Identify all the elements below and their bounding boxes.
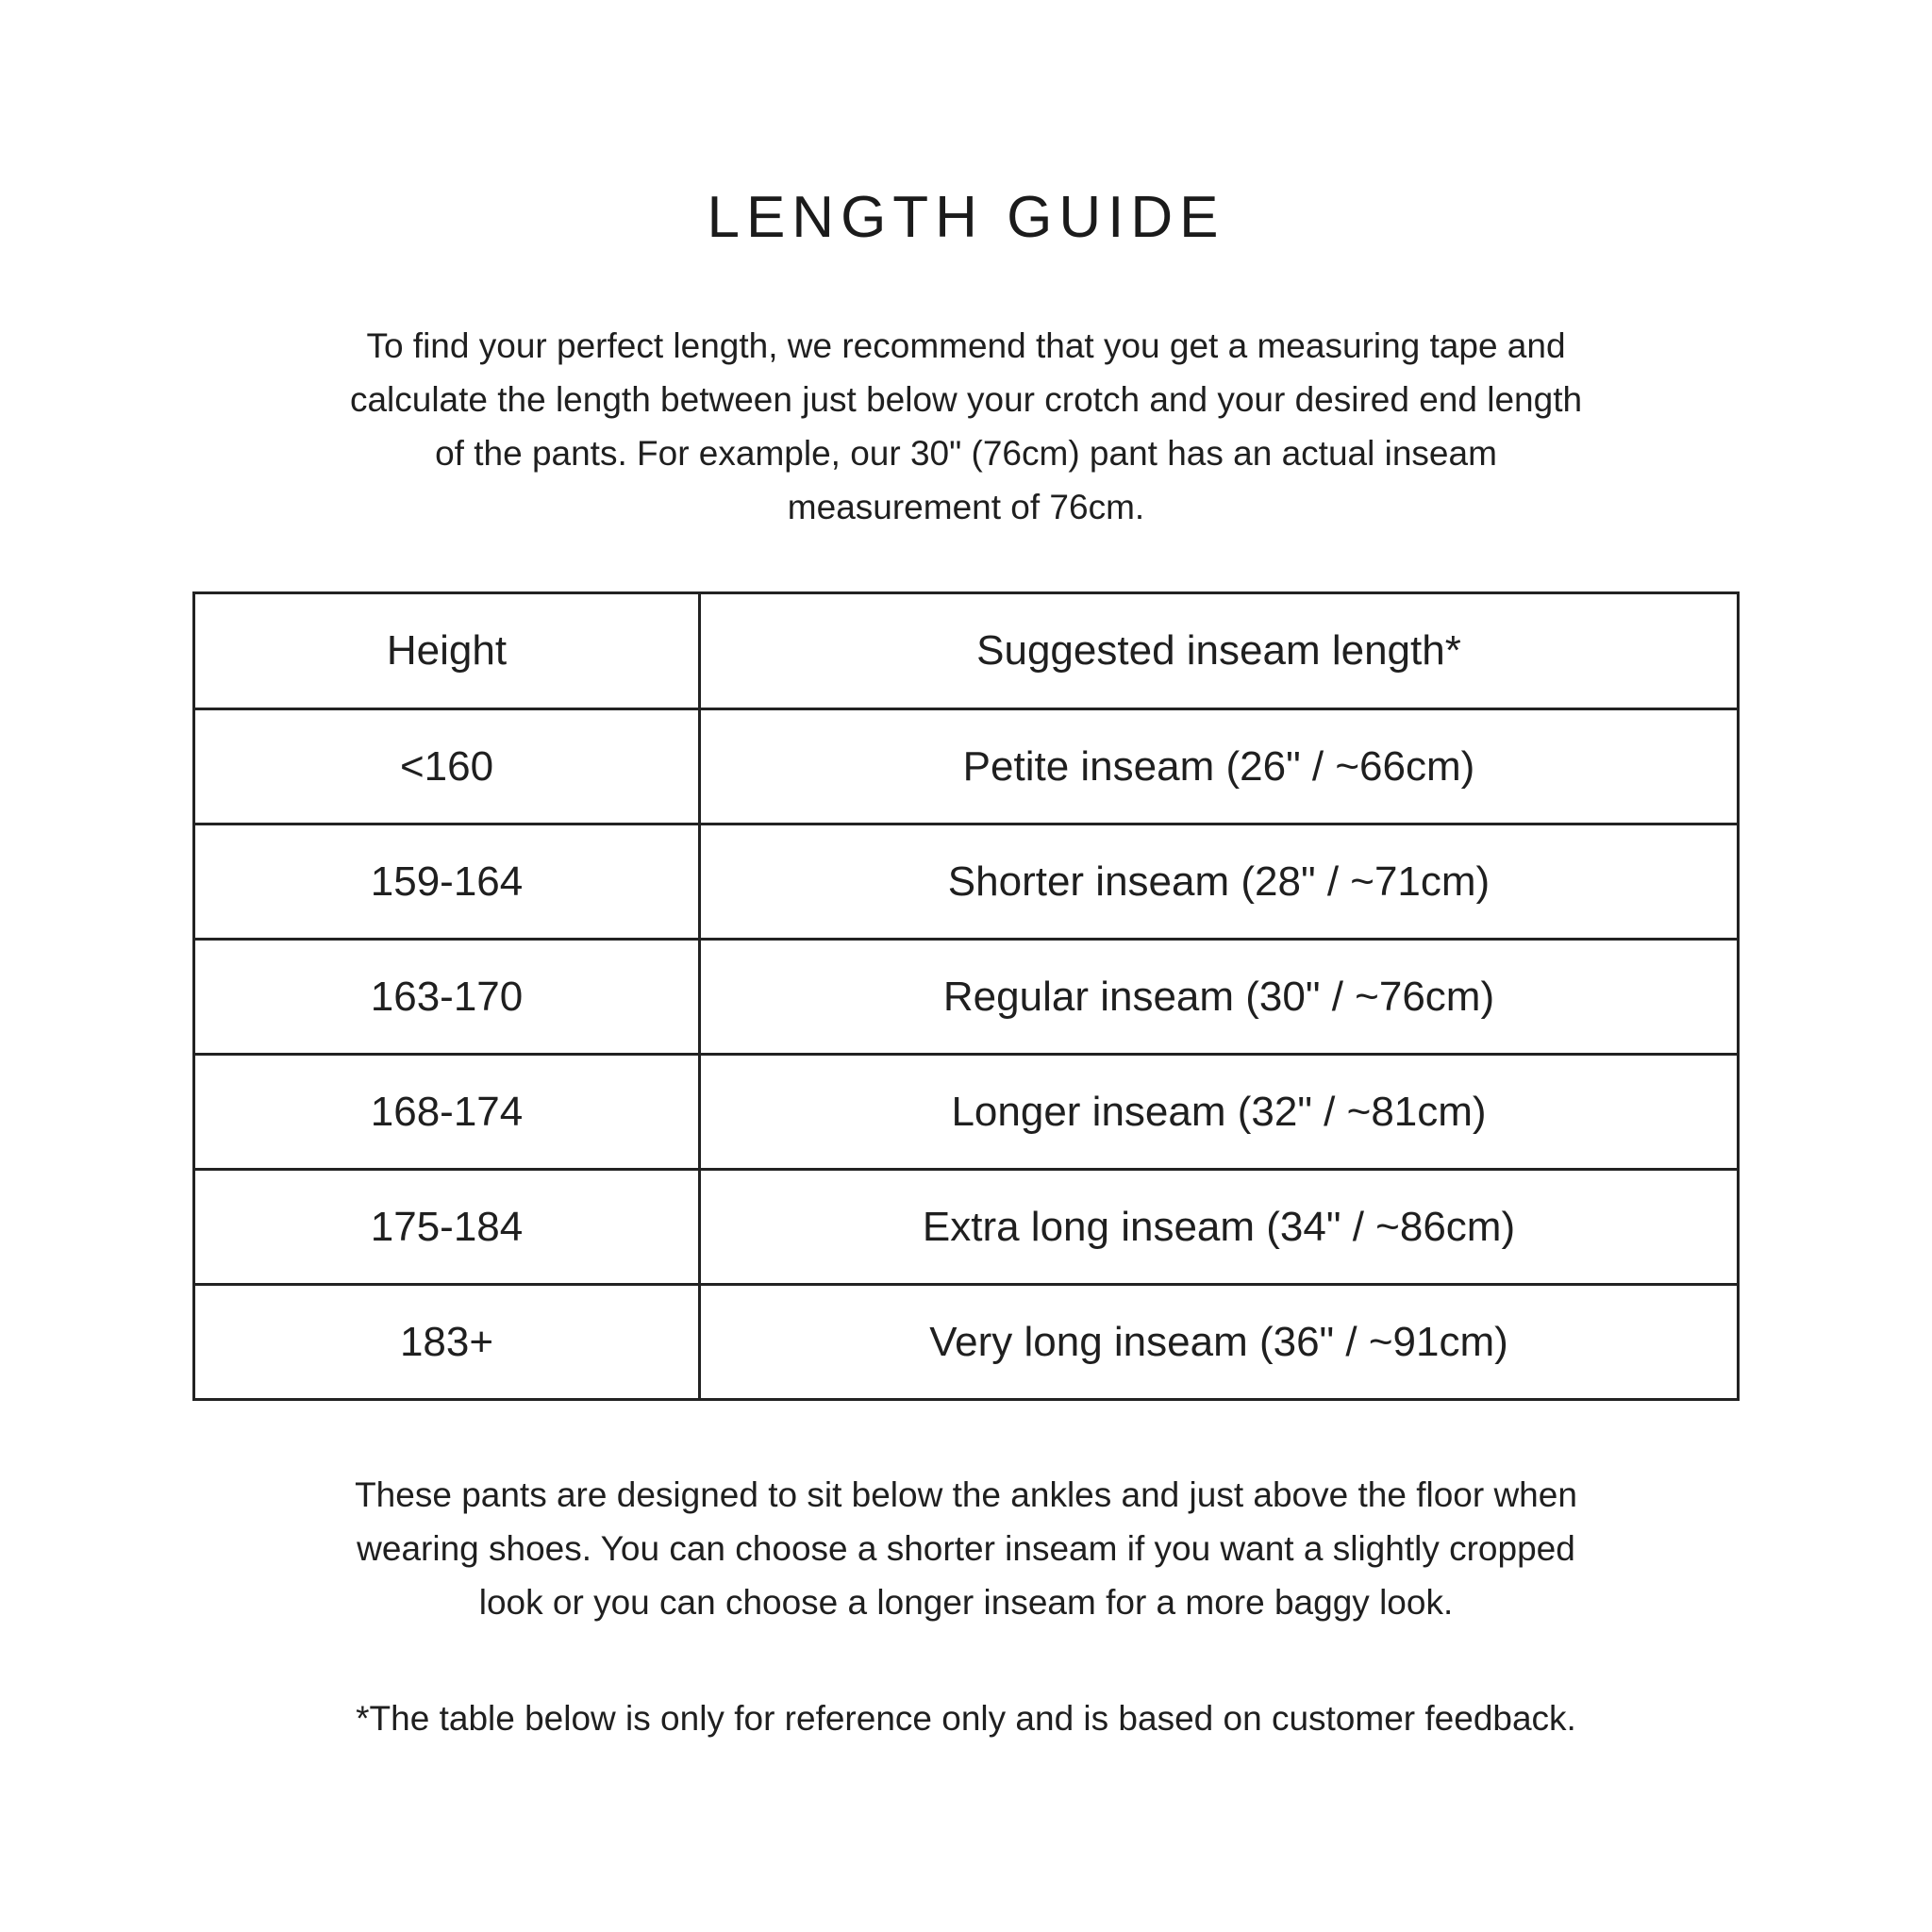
intro-paragraph — [164, 319, 1768, 534]
inseam-cell: Regular inseam (30" / ~76cm) — [700, 940, 1739, 1055]
intro-line: of the pants. For example, our 30" (76cm) pant has an actual inseam — [435, 434, 1497, 473]
reference-footnote: *The table below is only for reference only and is based on customer feedback. — [356, 1699, 1576, 1738]
height-column-header: Height — [194, 593, 700, 709]
height-cell: 168-174 — [194, 1055, 700, 1170]
intro-line: To find your perfect length, we recommend that you get a measuring tape and — [366, 326, 1566, 365]
intro-line: measurement of 76cm. — [787, 488, 1145, 526]
inseam-cell: Petite inseam (26" / ~66cm) — [700, 709, 1739, 824]
height-cell: <160 — [194, 709, 700, 824]
table-row — [194, 824, 1739, 940]
inseam-cell: Extra long inseam (34" / ~86cm) — [700, 1170, 1739, 1285]
inseam-cell: Very long inseam (36" / ~91cm) — [700, 1285, 1739, 1400]
height-cell: 183+ — [194, 1285, 700, 1400]
table-row — [194, 1170, 1739, 1285]
fit-note-line: These pants are designed to sit below the ankles and just above the floor when — [355, 1475, 1577, 1514]
inseam-column-header: Suggested inseam length* — [700, 593, 1739, 709]
height-cell: 163-170 — [194, 940, 700, 1055]
intro-line: calculate the length between just below your crotch and your desired end length — [349, 380, 1583, 419]
table-header-row — [194, 593, 1739, 709]
size-guide-table — [192, 591, 1740, 1401]
fit-note-line: wearing shoes. You can choose a shorter inseam if you want a slightly cropped — [357, 1529, 1575, 1568]
fit-note-line: look or you can choose a longer inseam for a more baggy look. — [478, 1583, 1454, 1622]
table-row — [194, 709, 1739, 824]
table-row — [194, 1285, 1739, 1400]
page-title: LENGTH GUIDE — [707, 185, 1225, 250]
height-cell: 175-184 — [194, 1170, 700, 1285]
height-cell: 159-164 — [194, 824, 700, 940]
table-row — [194, 940, 1739, 1055]
inseam-cell: Longer inseam (32" / ~81cm) — [700, 1055, 1739, 1170]
table-row — [194, 1055, 1739, 1170]
fit-note-paragraph — [164, 1468, 1768, 1629]
inseam-cell: Shorter inseam (28" / ~71cm) — [700, 824, 1739, 940]
